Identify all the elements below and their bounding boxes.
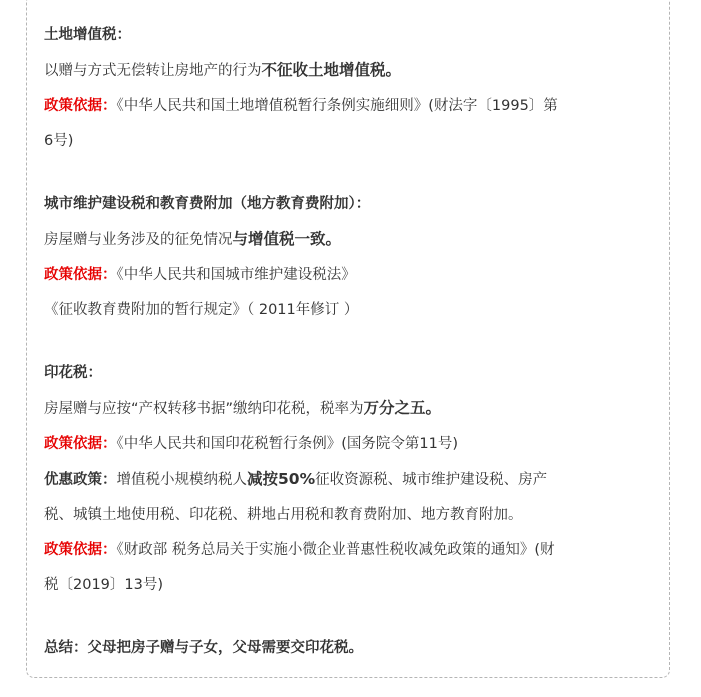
urban-tax-policy [44,258,660,293]
land-vat-desc-emphasis: 不征收土地增值税。 [261,61,402,79]
stamp-tax-policy-label: 政策依据： [44,436,117,452]
stamp-tax-policy-text: 《中华人民共和国印花税暂行条例》(国务院令第11号) [116,436,459,452]
land-vat-policy [44,89,660,124]
summary-text: 总结：父母把房子赠与子女，父母需要交印花税。 [44,640,363,656]
urban-tax-policy-text: 《中华人民共和国城市维护建设税法》 [116,267,356,283]
stamp-tax-policy2-label: 政策依据： [44,542,117,558]
urban-tax-desc-emphasis: 与增值税一致。 [232,230,342,248]
section-gap [44,603,660,631]
stamp-tax-heading: 印花税： [44,365,102,381]
urban-tax-policy-label: 政策依据： [44,267,117,283]
stamp-tax-preferential [44,462,660,498]
stamp-tax-policy [44,427,660,462]
preferential-emphasis: 减按50% [247,470,316,488]
preferential-text: 增值税小规模纳税人 [116,472,247,488]
urban-tax-desc-text: 房屋赠与业务涉及的征免情况 [44,232,233,248]
urban-tax-description [44,222,660,258]
land-vat-policy-text: 《中华人民共和国土地增值税暂行条例实施细则》(财法字〔1995〕第 [116,98,558,114]
stamp-tax-description [44,391,660,427]
section-gap [44,328,660,356]
preferential-text-rest: 征收资源税、城市维护建设税、房产 [315,472,548,488]
land-vat-policy-continued: 6号) [44,133,74,149]
stamp-tax-preferential-continued: 税、城镇土地使用税、印花税、耕地占用税和教育费附加、地方教育附加。 [44,507,523,523]
land-vat-policy-label: 政策依据： [44,98,117,114]
land-vat-description [44,53,660,89]
preferential-label: 优惠政策： [44,472,117,488]
urban-tax-policy-continued: 《征收教育费附加的暂行规定》（ 2011年修订 ） [44,302,359,318]
stamp-tax-desc-emphasis: 万分之五。 [363,399,442,417]
land-vat-heading: 土地增值税： [44,27,131,43]
urban-tax-heading: 城市维护建设税和教育费附加（地方教育费附加）： [44,196,371,212]
land-vat-desc-text: 以赠与方式无偿转让房地产的行为 [44,63,262,79]
stamp-tax-policy-2 [44,533,660,568]
section-gap [44,159,660,187]
article-content [44,18,660,666]
stamp-tax-policy-2-continued: 税〔2019〕13号) [44,577,164,593]
stamp-tax-policy2-text: 《财政部 税务总局关于实施小微企业普惠性税收减免政策的通知》(财 [116,542,555,558]
stamp-tax-desc-text: 房屋赠与应按“产权转移书据”缴纳印花税，税率为 [44,401,364,417]
